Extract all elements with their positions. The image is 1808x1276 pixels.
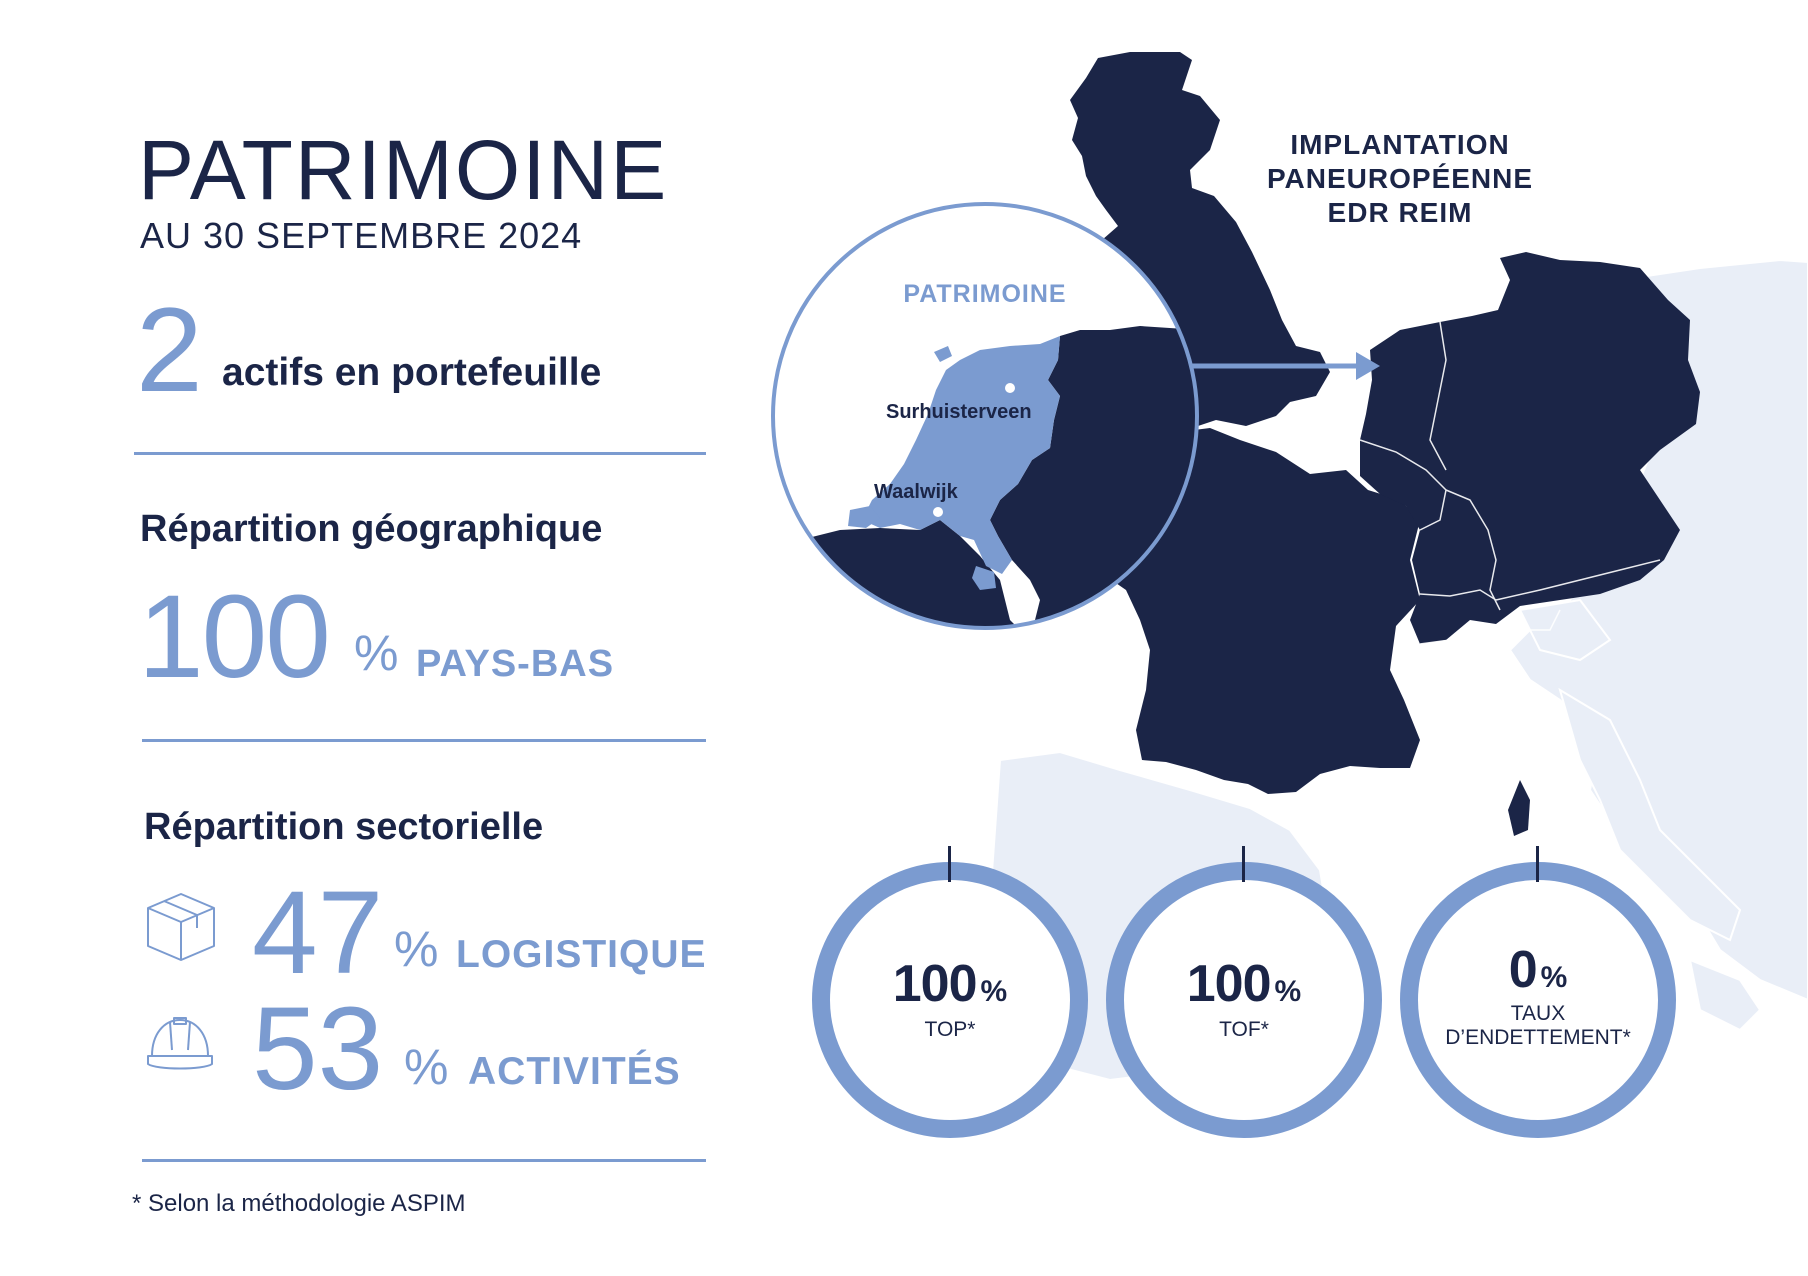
kpi-ring xyxy=(1400,862,1676,1138)
kpi-tick xyxy=(1536,846,1539,882)
sectoral-heading: Répartition sectorielle xyxy=(144,806,544,848)
helmet-icon xyxy=(144,1010,216,1076)
box-icon xyxy=(142,888,220,966)
kpi-label-line: TAUX xyxy=(1510,1002,1566,1025)
geographic-percent: 100 xyxy=(138,571,329,703)
city-label-surhuisterveen: Surhuisterveen xyxy=(886,401,1032,423)
kpi-number: 0 xyxy=(1508,941,1537,999)
kpi-tick xyxy=(948,846,951,882)
map-title-line: PANEUROPÉENNE xyxy=(1266,163,1534,194)
divider xyxy=(134,452,706,455)
map-title-line: EDR REIM xyxy=(1327,197,1473,228)
kpi-tick xyxy=(1242,846,1245,882)
geographic-heading: Répartition géographique xyxy=(140,508,603,550)
kpi-unit: % xyxy=(1540,961,1568,994)
footnote: * Selon la méthodologie ASPIM xyxy=(132,1190,466,1217)
page-title: PATRIMOINE xyxy=(138,123,669,217)
kpi-label-line: D’ENDETTEMENT* xyxy=(1445,1026,1631,1049)
kpi-label xyxy=(812,1018,1088,1042)
divider xyxy=(142,1159,706,1162)
kpi-value xyxy=(1400,941,1676,999)
activities-unit: % xyxy=(404,1039,449,1095)
kpi-label xyxy=(1400,1002,1676,1050)
kpi-top xyxy=(812,862,1088,1138)
logistics-unit: % xyxy=(394,921,439,977)
activities-percent: 53 xyxy=(252,983,384,1115)
zoom-label: PATRIMOINE xyxy=(903,280,1067,308)
map-title xyxy=(1240,128,1560,230)
divider xyxy=(142,739,706,742)
kpi-value xyxy=(812,955,1088,1013)
logistics-percent: 47 xyxy=(252,867,384,999)
assets-label: actifs en portefeuille xyxy=(222,351,602,394)
kpi-label xyxy=(1106,1018,1382,1042)
logistics-label: LOGISTIQUE xyxy=(456,933,707,976)
assets-count: 2 xyxy=(136,283,203,417)
page-subtitle: AU 30 SEPTEMBRE 2024 xyxy=(140,215,583,256)
city-dot-waalwijk xyxy=(933,507,943,517)
kpi-unit: % xyxy=(980,975,1008,1008)
map-title-line: IMPLANTATION xyxy=(1290,129,1510,160)
kpi-debt-ratio xyxy=(1400,862,1676,1138)
kpi-unit: % xyxy=(1274,975,1302,1008)
kpi-number: 100 xyxy=(892,955,977,1013)
kpi-label-line: TOP* xyxy=(924,1018,976,1041)
kpi-label-line: TOF* xyxy=(1219,1018,1269,1041)
city-label-waalwijk: Waalwijk xyxy=(874,481,958,503)
city-dot-surhuisterveen xyxy=(1005,383,1015,393)
kpi-tof xyxy=(1106,862,1382,1138)
kpi-number: 100 xyxy=(1186,955,1271,1013)
kpi-value xyxy=(1106,955,1382,1013)
activities-label: ACTIVITÉS xyxy=(468,1050,681,1093)
geographic-unit: % xyxy=(354,625,399,681)
geographic-label: PAYS-BAS xyxy=(416,643,615,685)
